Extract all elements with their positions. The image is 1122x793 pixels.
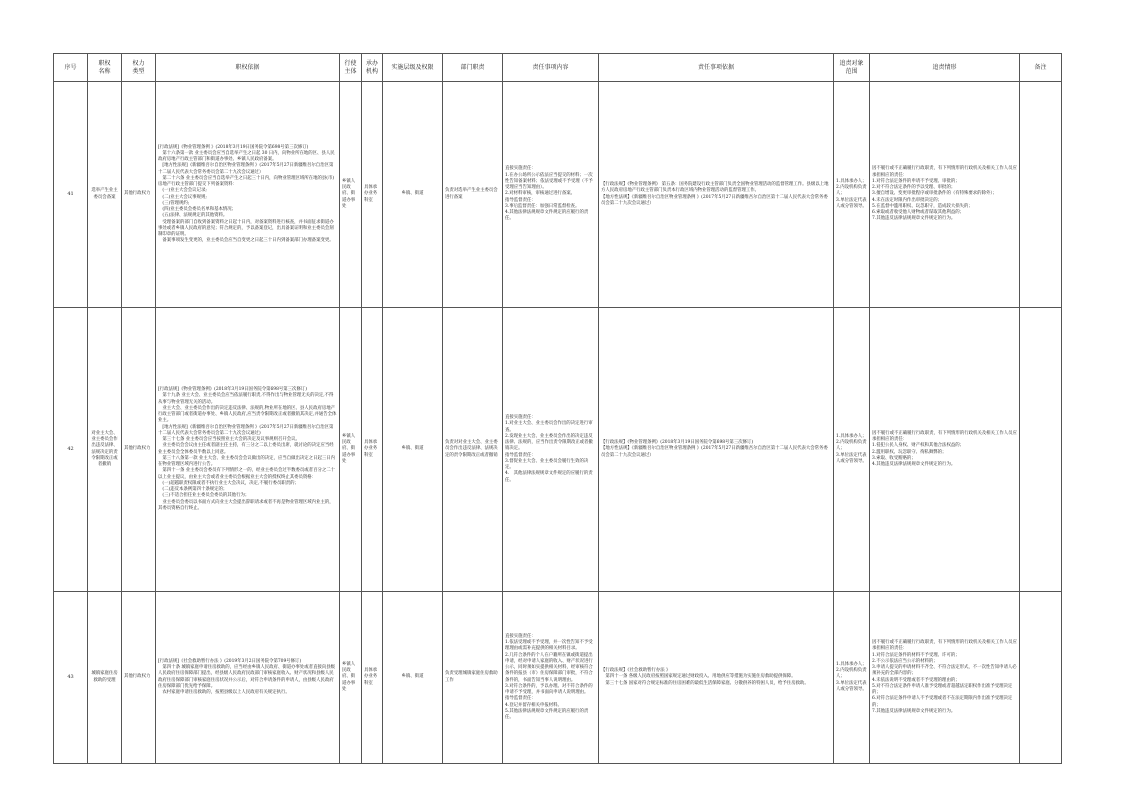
row-content: 直接实施责任： 1.依法受理或不予受理，并一次性告知不予受理理由或需补充提供的相关材料目录。 2.几符合条件的个人在户籍所在镇或街道提出申请，经对申请人家庭的收入、财产状况进行公示，同时须如实提供相关材料，经审核符合条件的报县（市）住房保障部门审批，不符合条件的，书面告知当事人说明理由。 3.对符合条件的，予以办理。对不符合条件的申请不予受理，并书面向申请人说明理由。 指导监督责任： 4.登记并留存相关申报材料。 5.其他法律法规规章文件规定的应履行的责任。 [503, 592, 599, 764]
row-name: 城镇家庭住房救助的受理 [88, 592, 122, 764]
row-remark [1020, 82, 1062, 308]
row-subject: 乡镇人民政府、街道办事处 [340, 592, 362, 764]
row-basis: [行政法规]《社会救助暂行办法 》(2019年3月2日国务院令第709号修订) 第四十条 城镇家庭申请住房救助的，应当经由乡镇人民政府、街道办事处或者直接向县级人民政府住房保障部门提出，经县级人民政府民政部门审核家庭收入、财产状况和县级人民政府住房保障部门审核家庭住房状况并公示后，对符合申请条件的申请人，由县级人民政府住房保障部门优先给予保障。 农村家庭申请住房救助的，按照县级以上人民政府有关规定执行。 [156, 592, 340, 764]
header-row [54, 54, 1062, 82]
row-basis: [行政法规]《物业管理条例 》(2018年3月19日国务院令第698号第三次修订) 第十六条第一款 业主委员会应当自选举产生之日起 30 日内，向物业所在地的区、县人民政府房地产行政主管部门和街道办事处、乡镇人民政府备案。 [地方性法规]《新疆维吾尔自治区物业管理条例 》(2017年5月27日新疆维吾尔自治区第十二届人民代表大会常务委员会第二十九次会议通过） 第二十六条 业主委员会应当自选举产生之日起三十日内，向物业管理区域所在地的县(市)房地产行政主管部门提交下列备案资料： (一)业主大会会议记录; (二)业主大会议事规则; (三)管理规约; (四)业主委员会委员名单和基本情况； (五)法律、法规规定的其他资料。 受理备案的部门自收到备案资料之日起十日内，对备案资料进行核查，并书面征求街道办事处或者乡镇人民政府的意见；符合规定的，予以备案登记，出具备案证明和业主委员会刻制印章的证明。 备案事项发生变更的，业主委员会应当自变更之日起三十日内到备案部门办理备案变更。 [156, 82, 340, 308]
row-agency: 具体承办业务科室 [362, 82, 383, 308]
row-level: 乡镇、街道 [383, 308, 443, 592]
header-duty: 部门职责 [443, 54, 503, 82]
header-seq: 序号 [54, 54, 88, 82]
header-basis: 职权依据 [156, 54, 340, 82]
row-content: 直接实施责任： 1.对业主大会、业主委员会作出的决定进行审查。 2.发现业主大会、业主委员会作出的决定违反法律、法规的，应当作出责令限期改正或者撤销决定。 指导监督责任： 3.督促业主大会、业主委员会履行生效的决定。 4. 其他法律法规规章文件规定的应履行的责任。 [503, 308, 599, 592]
header-remark: 备注 [1020, 54, 1062, 82]
row-target: 1.具体承办人； 2.内设机构负责人； 3.单位法定代表人或分管领导。 [834, 82, 870, 308]
header-situation: 追责情形 [870, 54, 1020, 82]
header-content: 责任事项内容 [503, 54, 599, 82]
row-duty: 负责对对业主大会、业主委员会作出违反法律、法规决定的责令限期改正或者撤销 [443, 308, 503, 592]
row-target: 1.具体承办人； 2.内设机构负责人； 3.单位法定代表人或分管领导。 [834, 308, 870, 592]
row-target: 1.具体承办人； 2.内设机构负责人； 3.单位法定代表人或分管领导。 [834, 592, 870, 764]
row-agency: 具体承办业务科室 [362, 592, 383, 764]
row-agency: 具体承办业务科室 [362, 308, 383, 592]
row-situation: 因不履行或不正确履行行政职责，有下列情形的行政机关及相关工作人员应承担相应的责任： 1.对符合法定条件的申请不予受理、审批的； 2.对不符合法定条件的予以受理、审批的； 3.擅自增设、变更审批程序或审批条件的（有特殊要求的除外）； 4.未在法定时限内作出审批决定的； 5.在监督中滥用职权、玩忽职守，造成较大损失的； 6.索取或者收受他人财物或者谋取其他利益的； 7.其他违反法律法规规章文件规定的行为。 [870, 82, 1020, 308]
header-content-basis: 责任事项依据 [599, 54, 834, 82]
row-subject: 乡镇人民政府、街道办事处 [340, 82, 362, 308]
row-type: 其他行政权力 [122, 308, 156, 592]
row-type: 其他行政权力 [122, 592, 156, 764]
header-type: 权力 类型 [122, 54, 156, 82]
row-level: 乡镇、街道 [383, 82, 443, 308]
row-situation: 因不履行或不正确履行行政职责，有下列情形的行政机关及相关工作人员应承担相应的责任： 1.对符合法定条件的材料不予受理、许可的； 2.不公示依法应当公示的材料的； 3.申请人提交的申请材料不齐全、不符合法定形式，不一次性告知申请人必须补充的全部内容的； 4.未依法说明不受理或者不予受理的理由的； 5.对不符合法定条件申请人准予受理或者超越法定职权作出准予受理决定的； 6.对符合法定条件申请人不予受理或者不在法定期限内作出准予受理决定的； 7.其他违反法律法规规章文件规定的行为。 [870, 592, 1020, 764]
row-situation: 因不履行或不正确履行行政职责，有下列情形的行政机关及相关工作人员应承担相应的责任： 1.侵犯公民人身权、财产权和其他合法权益的； 2.滥用职权、玩忽职守、徇私舞弊的； 3.索取、收受贿赂的； 4.其他违反法律法规规章文件规定的行为。 [870, 308, 1020, 592]
header-target: 追责对象 范围 [834, 54, 870, 82]
row-content-basis: 【行政法规】《社会救助暂行办法 》 第四十一条 各级人民政府按照国家规定通过财政投入、用地供应等措施为实施住房救助提供保障。 第三十七条 国家对符合规定标准的住房困难的最低生活保障家庭、分散供养的特困人员，给予住房救助。 [599, 592, 834, 764]
row-name: 选举产生业主委员会备案 [88, 82, 122, 308]
header-agency: 承办 机构 [362, 54, 383, 82]
table-row [54, 592, 1062, 764]
row-remark [1020, 308, 1062, 592]
row-content: 直接实施责任： 1.在办公场所公示依法应当提交的材料；一次性告知备案材料；依法受理或不予受理（不予受理应当告知理由）。 2.对材料审核，审核通过进行备案。 指导监督责任： 3.事后监督责任：加强日常监督检查。 4.其他法律法规规章文件规定的应履行的责任。 [503, 82, 599, 308]
row-seq: 42 [54, 308, 88, 592]
row-name: 对业主大会、业主委员会作出违反法律、法规决定的责令限期改正或者撤销 [88, 308, 122, 592]
authority-table [53, 53, 1062, 764]
row-basis: [行政法规]《物业管理条例》(2018年3月19日国务院令第698号第三次修订) 第十九条 业主大会、业主委员会应当依法履行职责,不得作出与物业管理无关的决定,不得从事与物业管理无关的活动。 业主大会、业主委员会作出的决定违反法律、法规的,物业所在地的区、县人民政府房地产行政主管部门或者街道办事处、乡镇人民政府,应当责令限期改正或者撤销其决定,并通告全体业主。 [地方性法规]《新疆维吾尔自治区物业管理条例 》(2017年5月27日新疆维吾尔自治区第十二届人民代表大会常务委员会第二十九次会议通过) 第三十七条 业主委员会应当按照业主大会的决定及议事规则召开会议。 业主委员会会议由主任或者副主任主持，有三分之二以上委员出席，就讨论的决定应当经业主委员会全体委员半数以上同意。 第三十八条第一款 业主大会、业主委员会会议做出的决定，应当自做出决定之日起三日内在物业管理区域内进行公告。 第四十一条 业主委员会委员有下列情形之一的，经业主委员会过半数委员或者百分之二十以上业主提议，由业主大会或者业主委员会根据业主大会的授权终止其委员资格： (一)超越职责权限或者不执行业主大会决议，决定,不履行委员职责的； (二)违反本条例第四十条规定的； (三)不适合担任业主委员会委员的其他行为； 业主委员会委员以书面方式向业主大会提出辞职请求或者不再是物业管理区域内业主的，其委员资格自行终止。 [156, 308, 340, 592]
header-name: 职权 名称 [88, 54, 122, 82]
table-row [54, 308, 1062, 592]
row-type: 其他行政权力 [122, 82, 156, 308]
row-level: 乡镇、街道 [383, 592, 443, 764]
row-seq: 41 [54, 82, 88, 308]
row-remark [1020, 592, 1062, 764]
header-level: 实施层级及权限 [383, 54, 443, 82]
row-content-basis: 【行政法规】《物业管理条例》 第五条：国务院建设行政主管部门负责全国物业管理活动的监督管理工作。县级以上地方人民政府房地产行政主管部门负责本行政区域内物业管理活动的监督管理工作。 【地方性法规】《新疆维吾尔自治区物业管理条例 》(2017年5月27日新疆维吾尔自治区第十二届人民代表大会常务委员会第二十九次会议通过） [599, 82, 834, 308]
row-duty: 负责受理城镇家庭住房救助工作 [443, 592, 503, 764]
row-subject: 乡镇人民政府、街道办事处 [340, 308, 362, 592]
row-seq: 43 [54, 592, 88, 764]
table-row [54, 82, 1062, 308]
row-duty: 负责对选举产生业主委员会进行备案 [443, 82, 503, 308]
header-subject: 行使 主体 [340, 54, 362, 82]
row-content-basis: 【行政法规】《物业管理条例》(2018年3月19日国务院令第698号第三次修订) 【地方性法规】《新疆维吾尔自治区物业管理条例 》(2017年5月27日新疆维吾尔自治区第十二届人民代表大会常务委员会第二十九次会议通过） [599, 308, 834, 592]
